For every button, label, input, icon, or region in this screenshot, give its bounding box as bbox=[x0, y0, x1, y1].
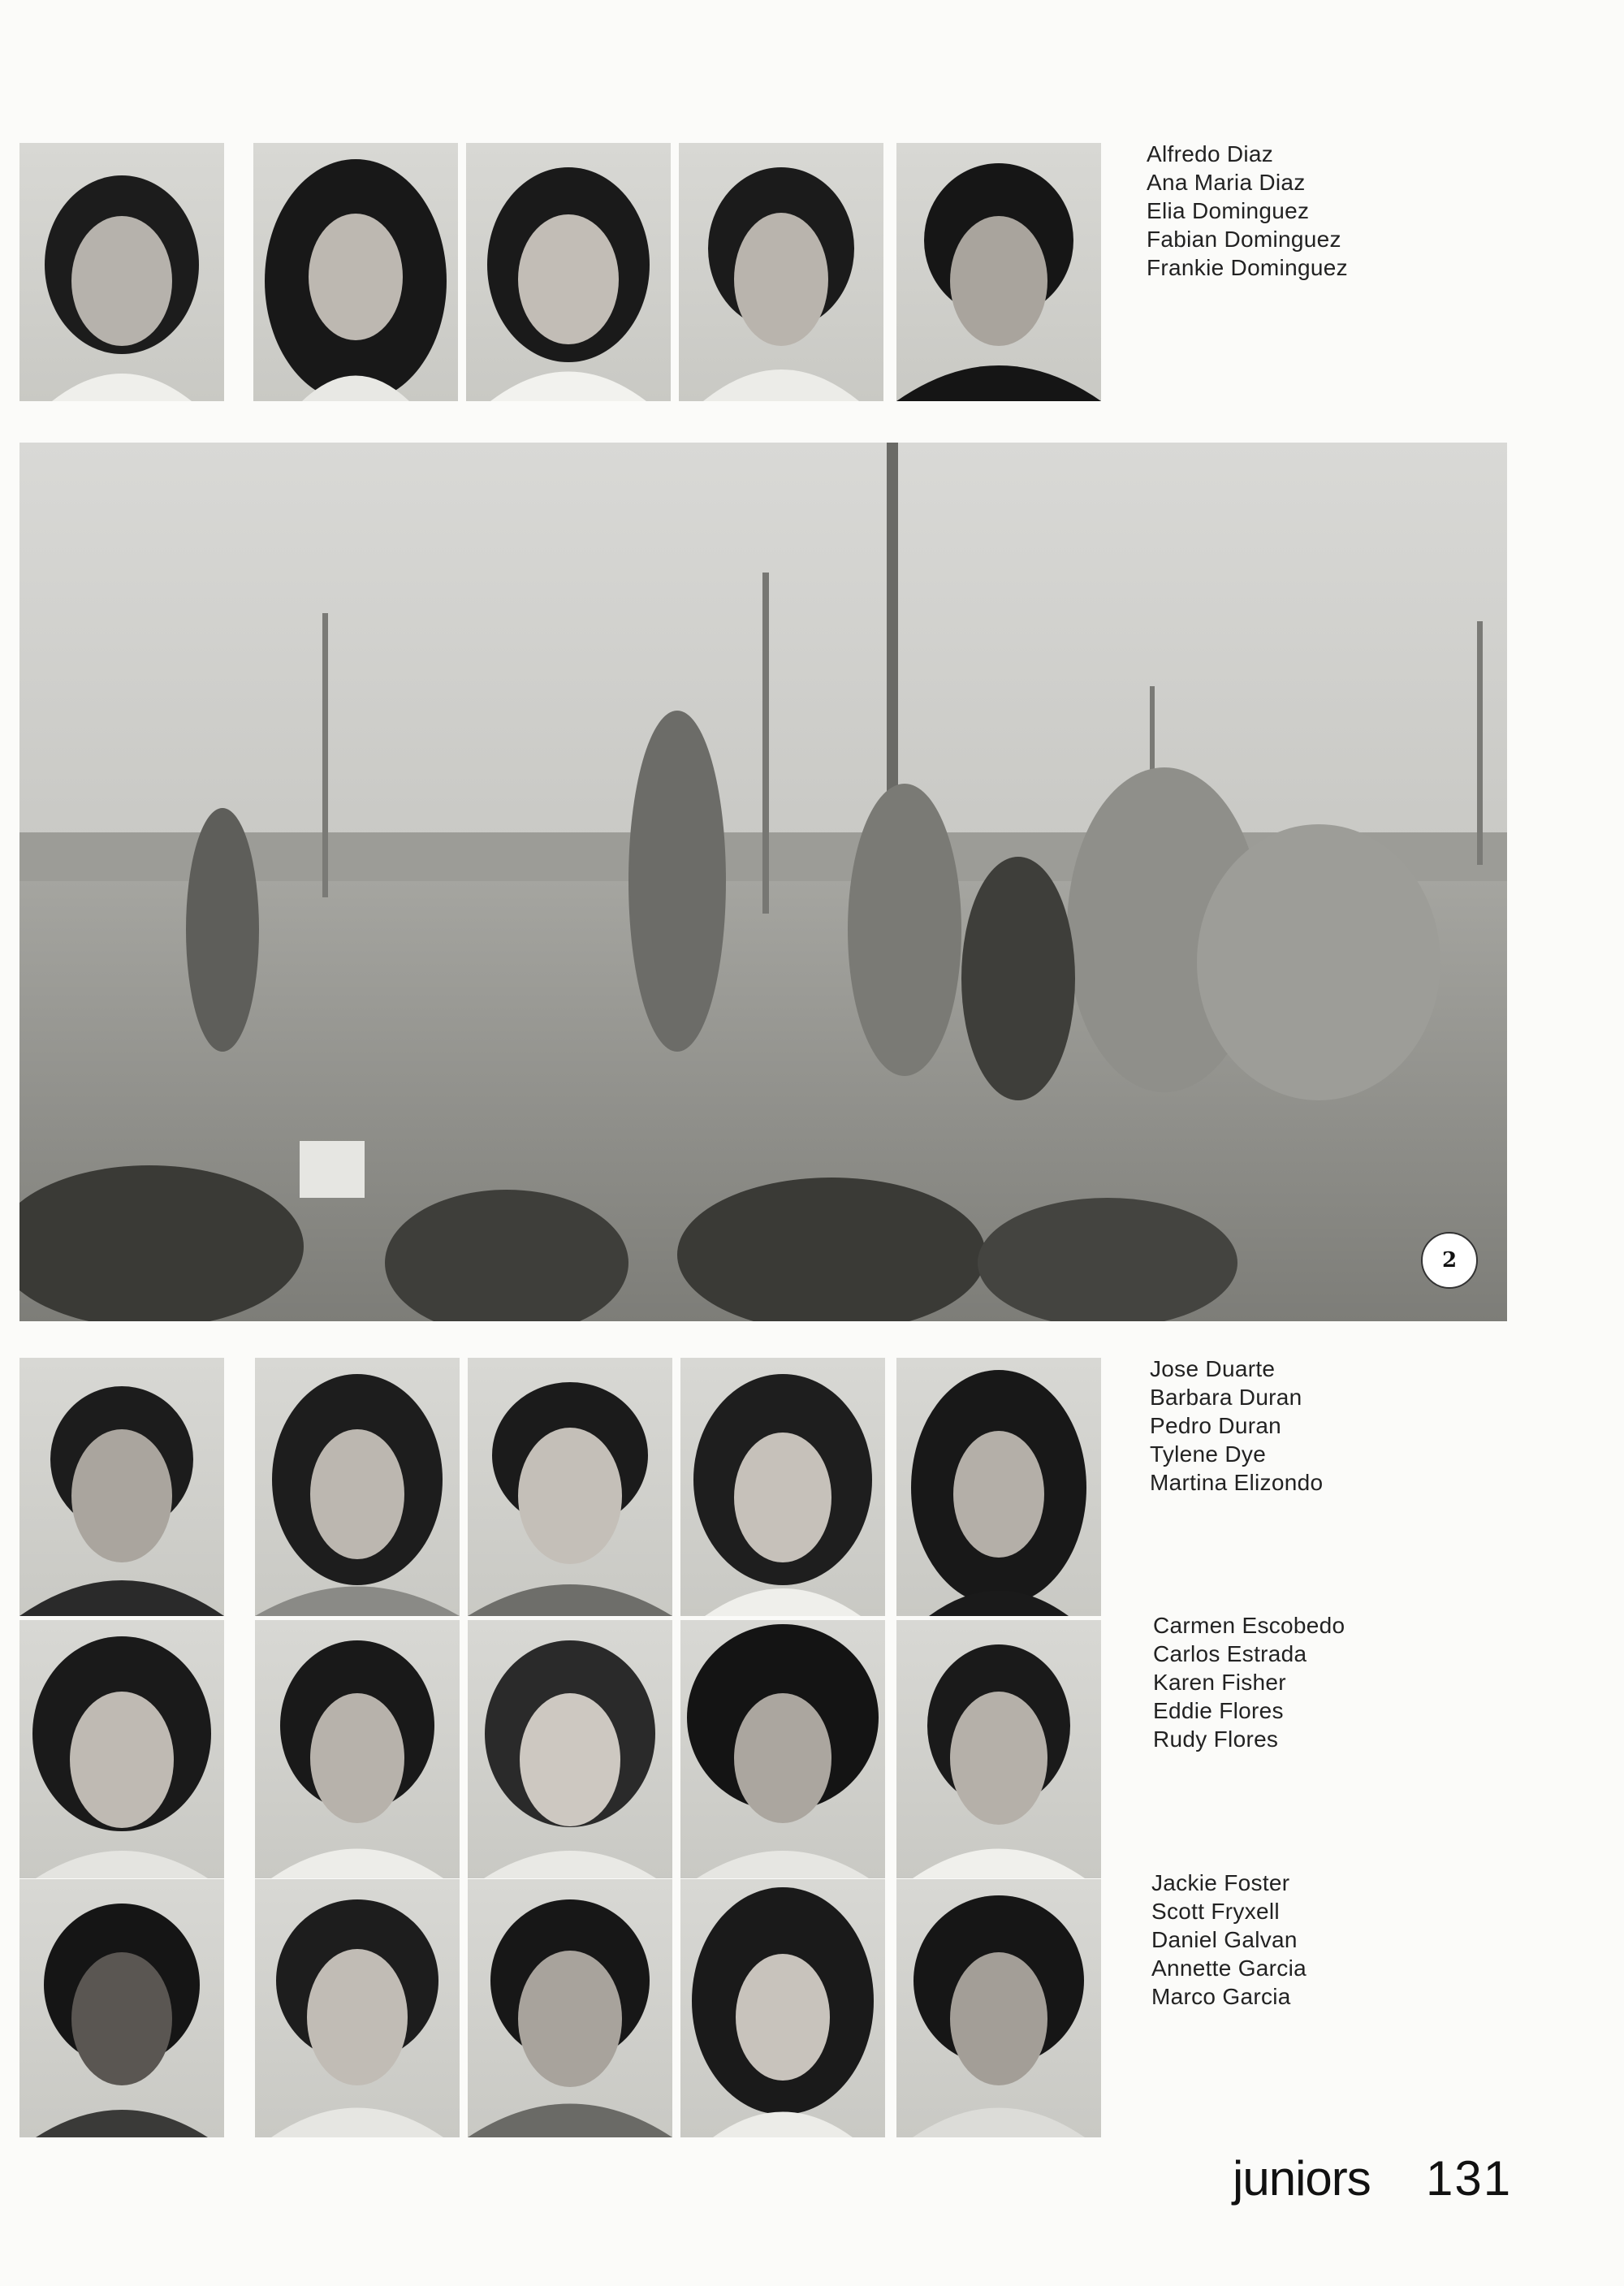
student-name: Jackie Foster bbox=[1151, 1870, 1290, 1895]
student-name: Martina Elizondo bbox=[1150, 1470, 1324, 1495]
student-name: Carmen Escobedo bbox=[1153, 1613, 1345, 1638]
page-number: 131 bbox=[1426, 2151, 1513, 2206]
student-name: Annette Garcia bbox=[1151, 1955, 1307, 1981]
portrait-row-4 bbox=[19, 1879, 1116, 2137]
portrait-photo bbox=[679, 143, 883, 401]
photo-number-badge: 2 bbox=[1421, 1232, 1478, 1289]
portrait-photo bbox=[19, 1620, 224, 1878]
portrait-row-3 bbox=[19, 1620, 1116, 1878]
student-name: Ana Maria Diaz bbox=[1147, 170, 1306, 195]
student-name: Eddie Flores bbox=[1153, 1698, 1284, 1723]
portrait-photo bbox=[896, 1620, 1101, 1878]
portrait-photo bbox=[255, 1620, 460, 1878]
portrait-photo bbox=[19, 143, 224, 401]
student-name: Fabian Dominguez bbox=[1147, 227, 1341, 252]
name-list-4 bbox=[1151, 1869, 1307, 2011]
student-name: Alfredo Diaz bbox=[1147, 141, 1274, 166]
portrait-photo bbox=[680, 1358, 885, 1616]
portrait-photo bbox=[896, 1879, 1101, 2137]
section-title: juniors bbox=[1233, 2151, 1371, 2206]
student-name: Jose Duarte bbox=[1150, 1356, 1276, 1381]
portrait-row-1 bbox=[19, 143, 1116, 401]
portrait-photo bbox=[19, 1358, 224, 1616]
portrait-photo bbox=[253, 143, 458, 401]
student-name: Karen Fisher bbox=[1153, 1670, 1286, 1695]
portrait-photo bbox=[255, 1879, 460, 2137]
student-name: Tylene Dye bbox=[1150, 1441, 1267, 1467]
portrait-photo bbox=[19, 1879, 224, 2137]
student-name: Pedro Duran bbox=[1150, 1413, 1282, 1438]
student-name: Barbara Duran bbox=[1150, 1385, 1302, 1410]
portrait-photo bbox=[255, 1358, 460, 1616]
student-name: Rudy Flores bbox=[1153, 1726, 1279, 1752]
portrait-row-2 bbox=[19, 1358, 1116, 1616]
portrait-photo bbox=[466, 143, 671, 401]
group-photo bbox=[19, 443, 1507, 1321]
student-name: Daniel Galvan bbox=[1151, 1927, 1298, 1952]
portrait-photo bbox=[896, 1358, 1101, 1616]
name-list-3 bbox=[1153, 1611, 1345, 1753]
portrait-photo bbox=[468, 1358, 672, 1616]
portrait-photo bbox=[468, 1620, 672, 1878]
student-name: Carlos Estrada bbox=[1153, 1641, 1307, 1666]
student-name: Scott Fryxell bbox=[1151, 1899, 1280, 1924]
portrait-photo bbox=[896, 143, 1101, 401]
student-name: Marco Garcia bbox=[1151, 1984, 1291, 2009]
student-name: Elia Dominguez bbox=[1147, 198, 1310, 223]
portrait-photo bbox=[680, 1620, 885, 1878]
portrait-photo bbox=[468, 1879, 672, 2137]
portrait-photo bbox=[680, 1879, 885, 2137]
name-list-2 bbox=[1150, 1355, 1323, 1497]
student-name: Frankie Dominguez bbox=[1147, 255, 1348, 280]
name-list-1 bbox=[1147, 140, 1348, 282]
